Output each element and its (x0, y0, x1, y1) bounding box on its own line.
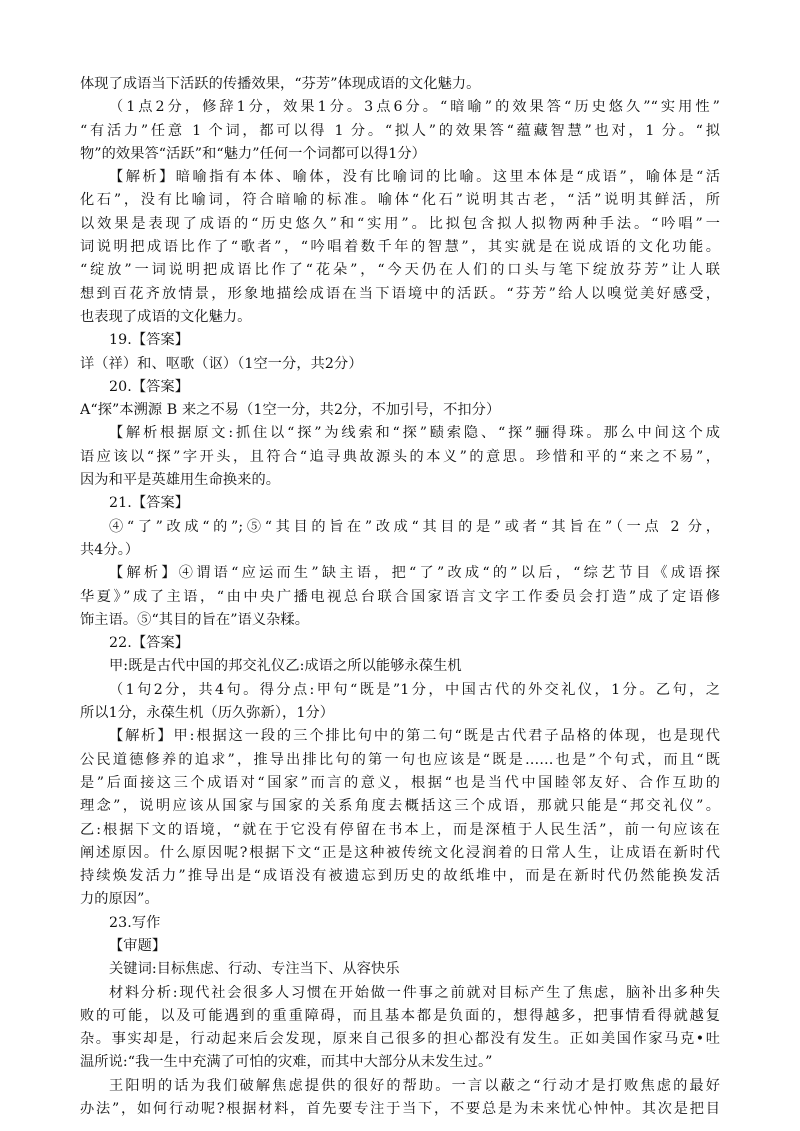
text-line: 公民道德修养的追求”，推导出排比句的第一句也应该是“既是……也是”个句式，而且“既 (80, 751, 720, 768)
section-heading: 【审题】 (109, 937, 167, 954)
text-line: “有活力”任意 1 个词，都可以得 1 分。“拟人”的效果答“蕴藏智慧”也对，1 分。“拟 (80, 122, 720, 139)
answer-line: A“探”本溯源 B 来之不易（1空一分，共2分，不加引号，不扣分） (80, 402, 501, 419)
answer-line: ④“了”改成“的”;⑤“其目的旨在”改成“其目的是”或者“其旨在”（一点 2 分， (109, 518, 720, 535)
text-line: 语应该以“探”字开头，且符合“追寻典故源头的本义”的意思。珍惜和平的“来之不易”， (80, 448, 720, 465)
text-line: 理念”，说明应该从国家与国家的关系角度去概括这三个成语，那就只能是“邦交礼仪”。 (80, 798, 720, 815)
text-line: 温所说:“我一生中充满了可怕的灾难，而其中大部分从未发生过。” (80, 1054, 493, 1071)
text-line: 饰主语。⑤“其目的旨在”语义杂糅。 (80, 611, 310, 628)
analysis-line: 【解析】④谓语“应运而生”缺主语，把“了”改成“的”以后，“综艺节目《成语探 (109, 565, 720, 582)
answer-line: 甲:既是古代中国的邦交礼仪乙:成语之所以能够永葆生机 (109, 658, 462, 675)
text-line: 所以1分，永葆生机（历久弥新），1分） (80, 705, 335, 722)
text-line: 词说明把成语比作了“歌者”，“吟唱着数千年的智慧”，其实就是在说成语的文化功能。 (80, 239, 720, 256)
analysis-line: 【解析】甲:根据这一段的三个排比句中的第二句“既是古代君子品格的体现，也是现代 (109, 728, 720, 745)
answer-line: 详（祥）和、呕歌（讴）（1空一分，共2分） (80, 355, 363, 372)
question-heading: 20.【答案】 (109, 378, 190, 395)
text-line: 想到百花齐放情景，形象地描绘成语在当下语境中的活跃。“芬芳”给人以嗅觉美好感受， (80, 285, 720, 302)
text-line: 华夏》”成了主语，“由中央广播电视总台联合国家语言文字工作委员会打造”成了定语修 (80, 588, 720, 605)
scoring-line: （1句2分，共4句。得分点:甲句“既是”1分，中国古代的外交礼仪，1分。乙句，之 (109, 681, 720, 698)
text-line: 是”后面接这三个成语对“国家”而言的意义，根据“也是当代中国睦邻友好、合作互助的 (80, 774, 720, 791)
text-line: 乙:根据下文的语境，“就在于它没有停留在书本上，而是深植于人民生活”，前一句应该在 (80, 821, 720, 838)
question-heading: 19.【答案】 (109, 332, 190, 349)
analysis-line: 【解析根据原文:抓住以“探”为线索和“探”赜索隐、“探”骊得珠。那么中间这个成 (109, 425, 720, 442)
text-line: 败的可能，以及可能遇到的重重障碍，而且基本都是负面的，想得越多，把事情看得就越复 (80, 1007, 720, 1024)
text-line: 共4分。） (80, 541, 140, 558)
keywords-line: 关键词:目标焦虑、行动、专注当下、从容快乐 (109, 961, 400, 978)
text-line: 杂。事实却是，行动起来后会发现，原来自己很多的担心都没有发生。正如美国作家马克•吐 (80, 1031, 720, 1048)
text-line: 持续焕发活力”推导出是“成语没有被遗忘到历史的故纸堆中，而是在新时代仍然能换发活 (80, 868, 720, 885)
text-line: 力的原因”。 (80, 891, 159, 908)
text-line: 也表现了成语的文化魅力。 (80, 308, 252, 325)
text-line: 因为和平是英雄用生命换来的。 (80, 472, 281, 489)
material-analysis-line: 材料分析:现代社会很多人习惯在开始做一件事之前就对目标产生了焦虑，脑补出多种失 (109, 984, 720, 1001)
text-line: 以效果是表现了成语的“历史悠久”和“实用”。比拟包含拟人拟物两种手法。“吟唱”一 (80, 215, 720, 232)
analysis-line: 【解析】暗喻指有本体、喻体，没有比喻词的比喻。这里本体是“成语”，喻体是“活 (109, 169, 720, 186)
question-heading: 23.写作 (109, 914, 161, 931)
text-line: 化石”，没有比喻词，符合暗喻的标准。喻体“化石”说明其古老，“活”说明其鲜活，所 (80, 192, 720, 209)
text-line: 体现了成语当下活跃的传播效果，“芬芳”体现成语的文化魅力。 (80, 76, 481, 92)
text-line: 物”的效果答“活跃”和“魅力”任何一个词都可以得1分） (80, 145, 426, 162)
text-line: 阐述原因。什么原因呢?根据下文“正是这种被传统文化浸润着的日常人生，让成语在新时代 (80, 844, 720, 861)
question-heading: 22.【答案】 (109, 635, 190, 652)
text-line: 办法”，如何行动呢?根据材料，首先要专注于当下，不要总是为未来忧心忡忡。其次是把目 (80, 1101, 720, 1118)
text-line: 王阳明的话为我们破解焦虑提供的很好的帮助。一言以蔽之“行动才是打败焦虑的最好 (109, 1077, 720, 1094)
question-heading: 21.【答案】 (109, 495, 190, 512)
text-line: （1点2分，修辞1分，效果1分。3点6分。“暗喻”的效果答“历史悠久”“实用性” (109, 99, 720, 116)
text-line: “绽放”一词说明把成语比作了“花朵”，“今天仍在人们的口头与笔下绽放芬芳”让人联 (80, 262, 720, 279)
